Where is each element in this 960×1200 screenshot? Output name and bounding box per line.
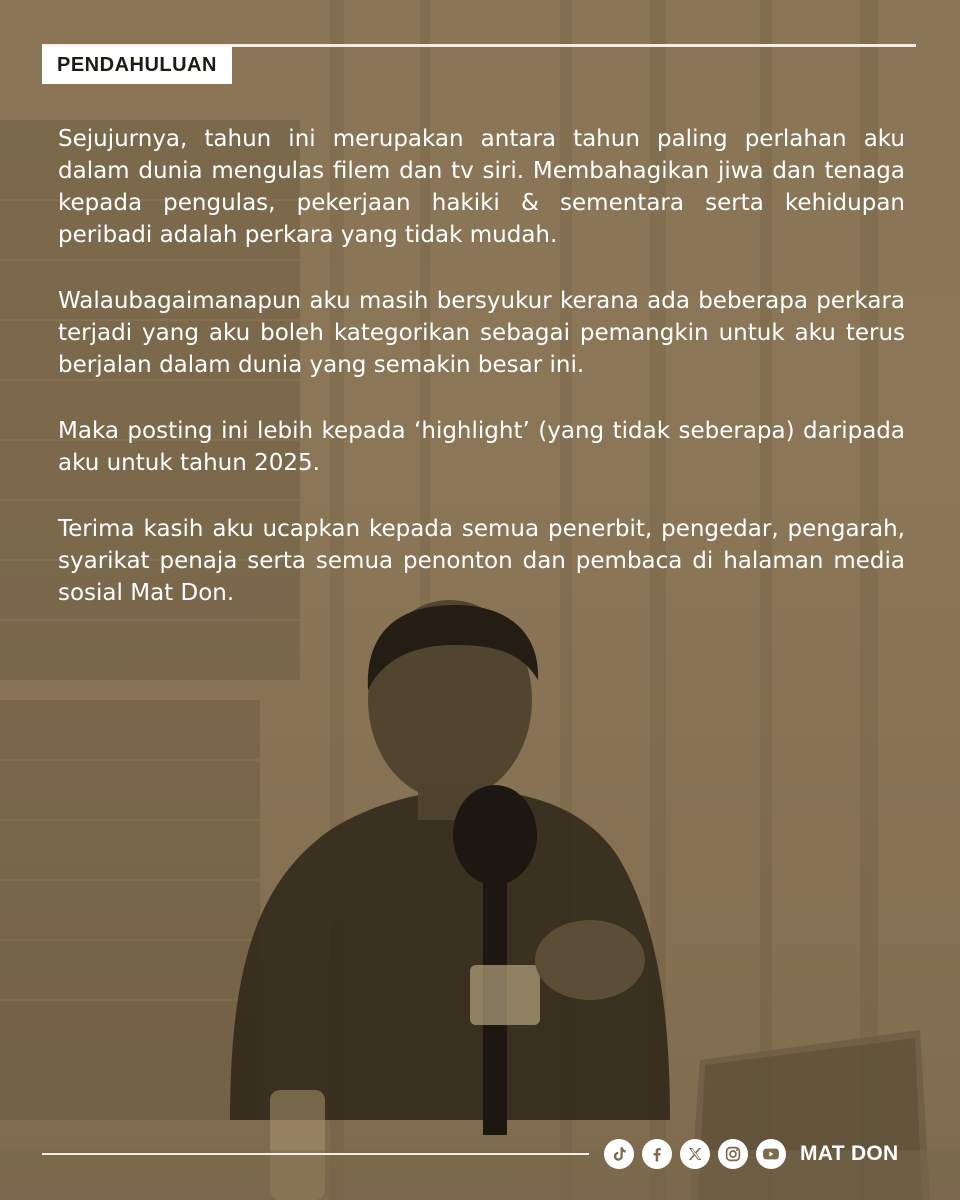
social-links bbox=[604, 1138, 899, 1170]
paragraph-3: Maka posting ini lebih kepada ‘highlight’ (yang tidak seberapa) daripada aku untuk tahun 2025. bbox=[58, 418, 905, 476]
brand-name: MAT DON bbox=[800, 1142, 899, 1165]
paragraph-2: Walaubagaimanapun aku masih bersyukur kerana ada beberapa perkara terjadi yang aku boleh kategorikan sebagai pemangkin untuk aku terus berjalan dalam dunia yang semakin besar ini. bbox=[58, 288, 905, 378]
facebook-icon[interactable] bbox=[642, 1139, 672, 1169]
body-text bbox=[58, 123, 905, 643]
x-icon[interactable] bbox=[680, 1139, 710, 1169]
section-label: PENDAHULUAN bbox=[42, 46, 232, 84]
instagram-icon[interactable] bbox=[718, 1139, 748, 1169]
tiktok-icon[interactable] bbox=[604, 1139, 634, 1169]
bottom-divider bbox=[42, 1153, 589, 1155]
paragraph-4: Terima kasih aku ucapkan kepada semua penerbit, pengedar, pengarah, syarikat penaja serta semua penonton dan pembaca di halaman media sosial Mat Don. bbox=[58, 516, 905, 606]
paragraph-1: Sejujurnya, tahun ini merupakan antara tahun paling perlahan aku dalam dunia mengulas filem dan tv siri. Membahagikan jiwa dan tenaga kepada pengulas, pekerjaan hakiki & sementara serta kehidupan peribadi adalah perkara yang tidak mudah. bbox=[58, 126, 905, 248]
youtube-icon[interactable] bbox=[756, 1139, 786, 1169]
